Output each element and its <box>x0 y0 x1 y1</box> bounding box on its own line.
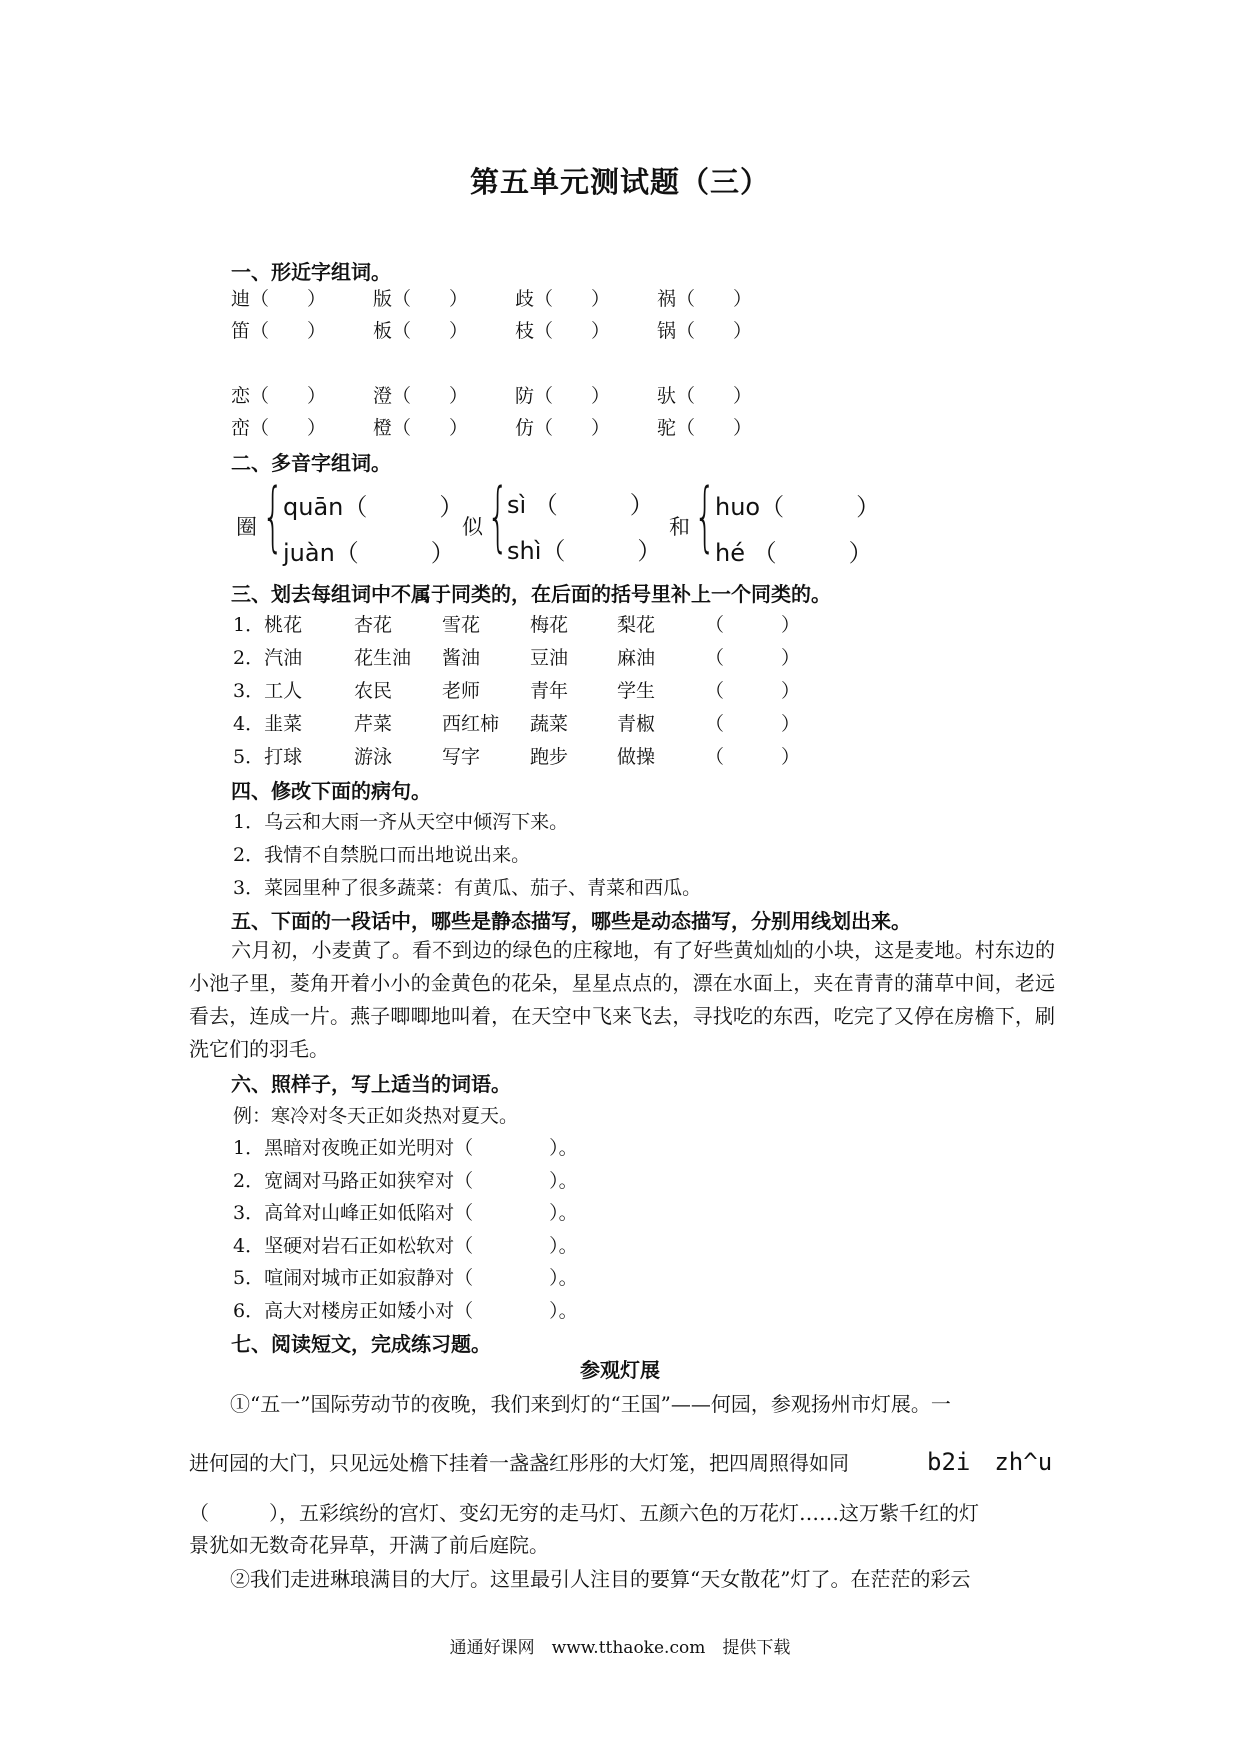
footer-credit: 通通好课网 www.tthaoke.com 提供下载 <box>449 1638 791 1658</box>
section-6-heading: 六、照样子，写上适当的词语。 <box>231 1072 511 1096</box>
word-cell: 游泳 <box>354 746 393 768</box>
section-3-heading: 三、划去每组词中不属于同类的，在后面的括号里补上一个同类的。 <box>231 582 831 606</box>
pinyin-prompt: b2i zh^u <box>927 1448 1053 1476</box>
word-cell: 青年 <box>530 680 569 702</box>
word-cell: 花生油 <box>354 647 412 669</box>
pinyin-top: huo（ ） <box>715 493 881 521</box>
word-cell: 豆油 <box>530 647 569 669</box>
article-line: 景犹如无数奇花异草，开满了前后庭院。 <box>189 1533 549 1557</box>
article-line: ②我们走进琳琅满目的大厅。这里最引人注目的要算“天女散花”灯了。在茫茫的彩云 <box>230 1567 971 1591</box>
answer-blank: （ ） <box>705 680 801 702</box>
word-cell: 麻油 <box>617 647 656 669</box>
word-cell: 驮（ ） <box>657 385 753 407</box>
word-cell: 2．汽油 <box>233 647 303 669</box>
sentence-item: 1．乌云和大雨一齐从天空中倾泻下来。 <box>233 811 569 833</box>
section-5-paragraph <box>189 934 1055 1066</box>
article-line: 进何园的大门，只见远处檐下挂着一盏盏红彤彤的大灯笼，把四周照得如同 <box>189 1451 849 1475</box>
article-line: （ ），五彩缤纷的宫灯、变幻无穷的走马灯、五颜六色的万花灯……这万紫千红的灯 <box>189 1501 979 1525</box>
answer-blank: （ ） <box>705 746 801 768</box>
word-cell: 西红柿 <box>442 713 500 735</box>
word-cell: 峦（ ） <box>231 417 327 439</box>
word-cell: 祸（ ） <box>657 288 753 310</box>
pinyin-bottom: shì（ ） <box>507 537 662 565</box>
word-cell: 澄（ ） <box>373 385 469 407</box>
word-cell: 版（ ） <box>373 288 469 310</box>
brace-icon: { <box>262 471 284 560</box>
brace-icon: { <box>487 471 509 560</box>
word-cell: 板（ ） <box>373 320 469 342</box>
word-cell: 枝（ ） <box>515 320 611 342</box>
pinyin-top: quān（ ） <box>283 493 464 521</box>
word-cell: 跑步 <box>530 746 569 768</box>
word-cell: 4．韭菜 <box>233 713 303 735</box>
word-cell: 驼（ ） <box>657 417 753 439</box>
word-cell: 做操 <box>617 746 656 768</box>
analogy-item: 4．坚硬对岩石正如松软对（ ）。 <box>233 1235 578 1257</box>
analogy-item: 3．高耸对山峰正如低陷对（ ）。 <box>233 1202 578 1224</box>
section-7-heading: 七、阅读短文，完成练习题。 <box>231 1332 491 1356</box>
word-cell: 5．打球 <box>233 746 303 768</box>
polyphone-char: 圈 <box>236 515 257 539</box>
sentence-item: 3．菜园里种了很多蔬菜：有黄瓜、茄子、青菜和西瓜。 <box>233 877 702 899</box>
analogy-item: 5．喧闹对城市正如寂静对（ ）。 <box>233 1267 578 1289</box>
article-line: ①“五一”国际劳动节的夜晚，我们来到灯的“王国”——何园，参观扬州市灯展。一 <box>230 1392 951 1416</box>
pinyin-bottom: hé （ ） <box>715 539 873 567</box>
word-cell: 3．工人 <box>233 680 303 702</box>
pinyin-top: sì （ ） <box>507 491 654 519</box>
paragraph-text: 六月初，小麦黄了。看不到边的绿色的庄稼地，有了好些黄灿灿的小块，这是麦地。村东边的小池子里，菱角开着小小的金黄色的花朵，星星点点的，漂在水面上，夹在青青的蒲草中间，老远看去，连成一片。燕子唧唧地叫着，在天空中飞来飞去，寻找吃的东西，吃完了又停在房檐下，刷洗它们的羽毛。 <box>189 938 1055 1061</box>
word-cell: 雪花 <box>442 614 481 636</box>
section-2-heading: 二、多音字组词。 <box>231 451 391 475</box>
answer-blank: （ ） <box>705 614 801 636</box>
section-4-heading: 四、修改下面的病句。 <box>231 779 431 803</box>
word-cell: 恋（ ） <box>231 385 327 407</box>
section-1-heading: 一、形近字组词。 <box>231 260 391 284</box>
answer-blank: （ ） <box>705 713 801 735</box>
word-cell: 梨花 <box>617 614 656 636</box>
answer-blank: （ ） <box>705 647 801 669</box>
word-cell: 杏花 <box>354 614 393 636</box>
word-cell: 锅（ ） <box>657 320 753 342</box>
polyphone-char: 似 <box>462 515 483 539</box>
pinyin-bottom: juàn（ ） <box>283 539 455 567</box>
word-cell: 仿（ ） <box>515 417 611 439</box>
word-cell: 酱油 <box>442 647 481 669</box>
word-cell: 写字 <box>442 746 481 768</box>
word-cell: 老师 <box>442 680 481 702</box>
word-cell: 蔬菜 <box>530 713 569 735</box>
word-cell: 梅花 <box>530 614 569 636</box>
word-cell: 1．桃花 <box>233 614 303 636</box>
section-5-heading: 五、下面的一段话中，哪些是静态描写，哪些是动态描写，分别用线划出来。 <box>231 909 911 933</box>
brace-icon: { <box>694 471 716 560</box>
word-cell: 迪（ ） <box>231 288 327 310</box>
page-title: 第五单元测试题（三） <box>469 165 770 199</box>
analogy-item: 2．宽阔对马路正如狭窄对（ ）。 <box>233 1170 578 1192</box>
word-cell: 笛（ ） <box>231 320 327 342</box>
word-cell: 芹菜 <box>354 713 393 735</box>
polyphone-char: 和 <box>669 515 690 539</box>
word-cell: 橙（ ） <box>373 417 469 439</box>
word-cell: 学生 <box>617 680 656 702</box>
article-title: 参观灯展 <box>580 1358 660 1382</box>
analogy-item: 1．黑暗对夜晚正如光明对（ ）。 <box>233 1137 578 1159</box>
word-cell: 青椒 <box>617 713 656 735</box>
word-cell: 农民 <box>354 680 393 702</box>
sentence-item: 2．我情不自禁脱口而出地说出来。 <box>233 844 531 866</box>
word-cell: 防（ ） <box>515 385 611 407</box>
example-line: 例：寒冷对冬天正如炎热对夏天。 <box>233 1105 519 1127</box>
word-cell: 歧（ ） <box>515 288 611 310</box>
analogy-item: 6．高大对楼房正如矮小对（ ）。 <box>233 1300 578 1322</box>
